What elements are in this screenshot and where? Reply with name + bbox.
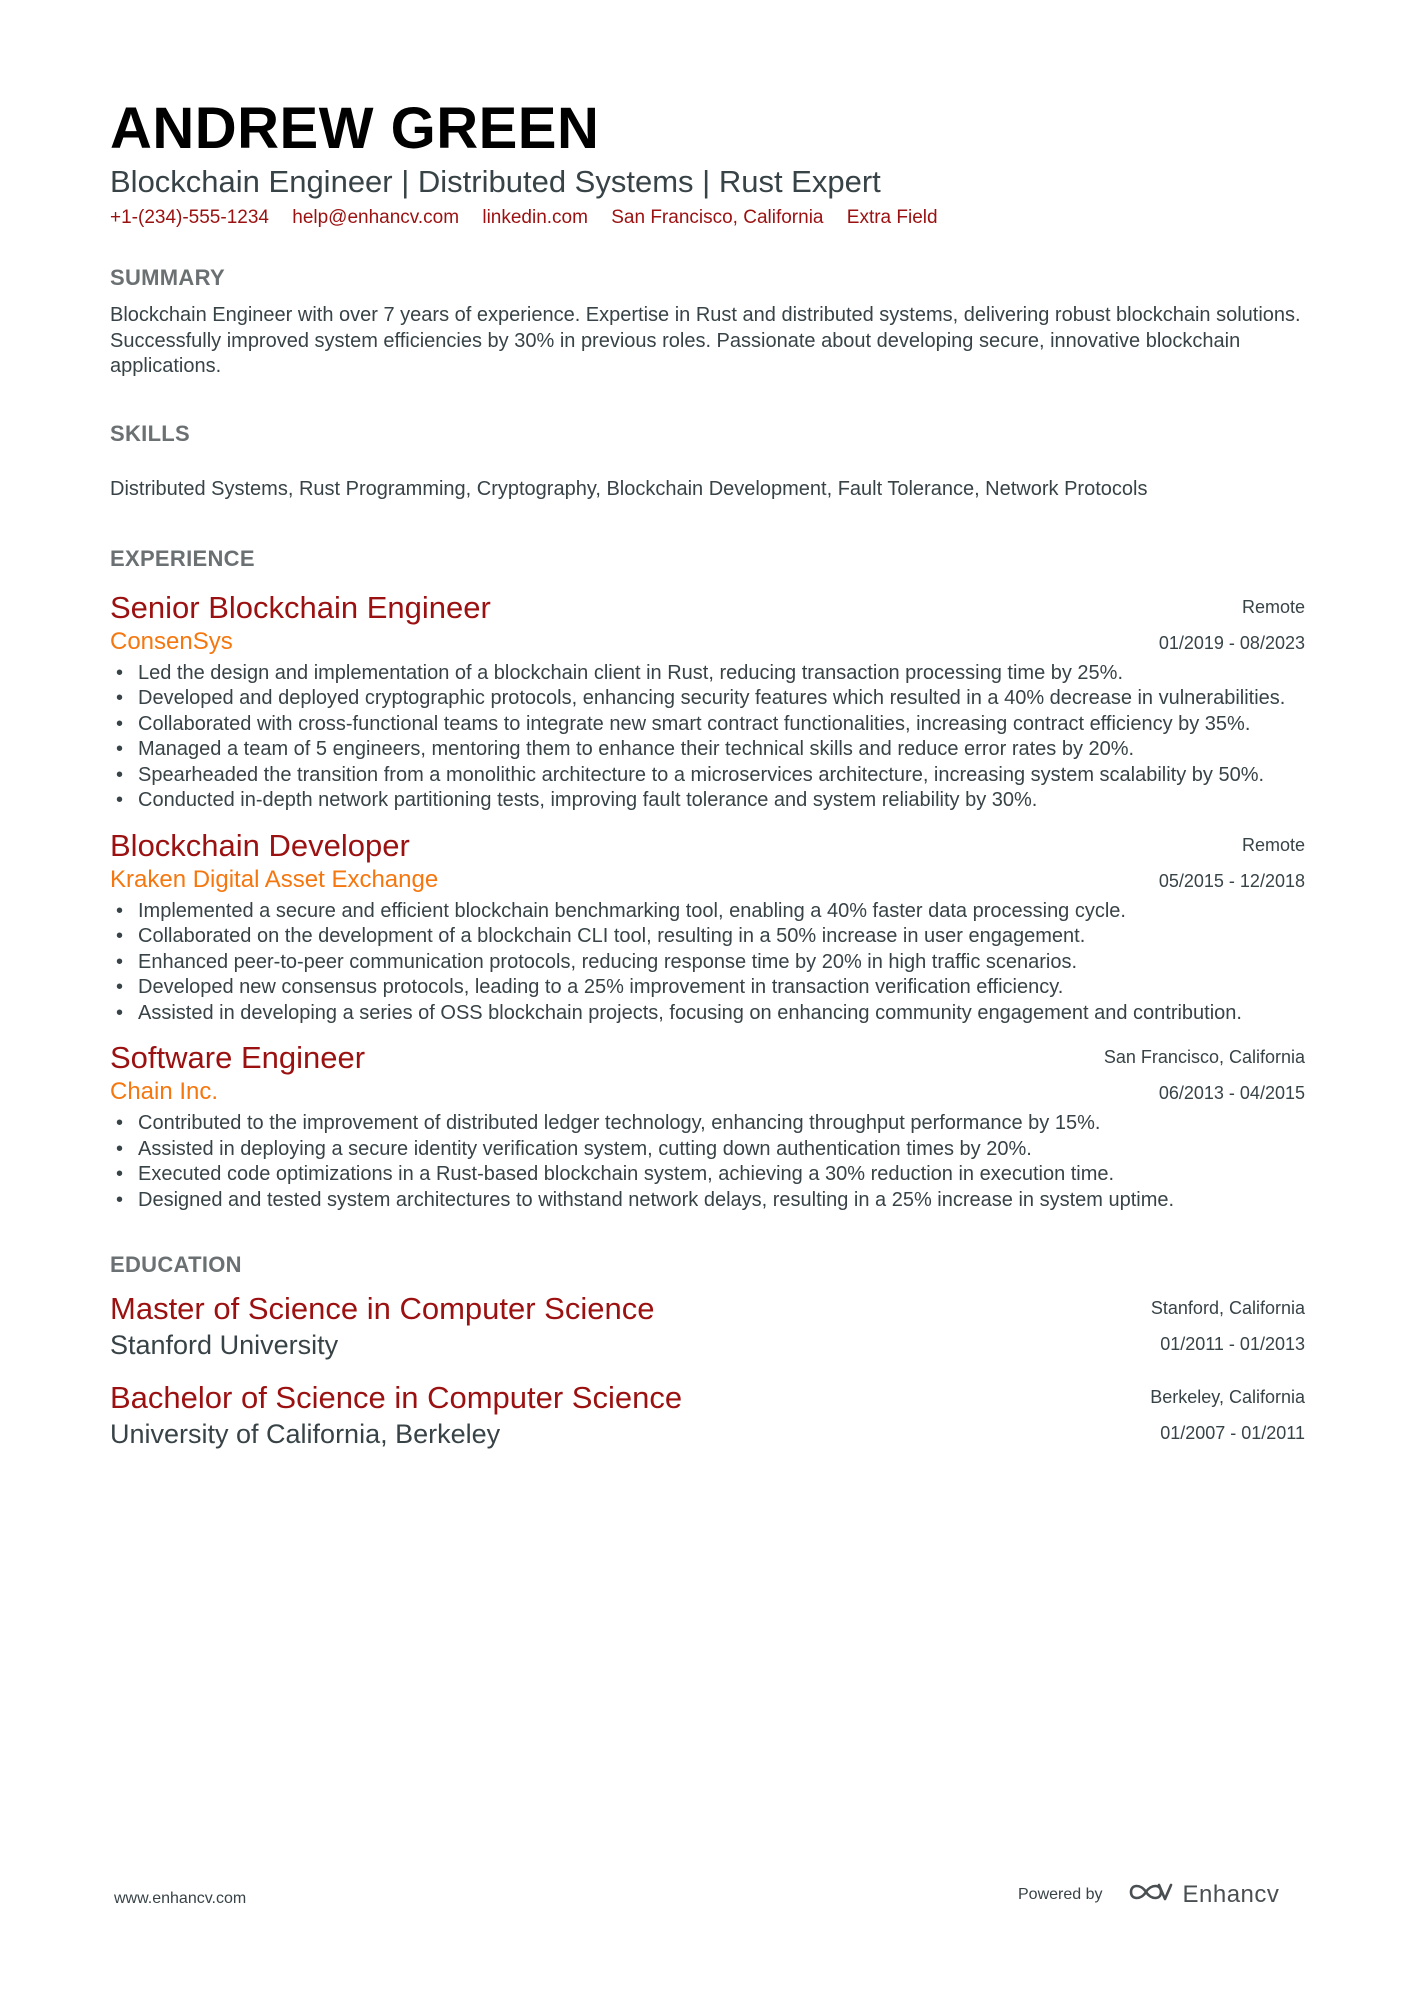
brand-name: Enhancv xyxy=(1182,1880,1280,1908)
school-name: Stanford University xyxy=(110,1330,339,1360)
list-item: • Designed and tested system architectures to withstand network delays, resulting in a 25% increase in system uptime. xyxy=(110,1188,1305,1214)
school-location: Stanford, California xyxy=(1150,1298,1305,1318)
list-item: • Contributed to the improvement of distributed ledger technology, enhancing throughput performance by 15%. xyxy=(110,1111,1305,1137)
job-bullets xyxy=(110,899,1305,1027)
footer-website[interactable]: www.enhancv.com xyxy=(114,1890,247,1907)
degree-title: Master of Science in Computer Science xyxy=(110,1291,655,1326)
job-location: Remote xyxy=(1241,596,1305,617)
contact-extra-field: Extra Field xyxy=(846,207,938,228)
job-location: San Francisco, California xyxy=(1103,1047,1305,1067)
list-item: • Implemented a secure and efficient blockchain benchmarking tool, enabling a 40% faster data processing cycle. xyxy=(110,899,1305,925)
experience-entry-header xyxy=(110,826,1305,894)
school-dates: 01/2007 - 01/2011 xyxy=(1160,1423,1305,1443)
job-title: Blockchain Developer xyxy=(110,827,410,863)
list-item: • Managed a team of 5 engineers, mentoring them to enhance their technical skills and reduce error rates by 20%. xyxy=(110,737,1305,763)
contact-info xyxy=(110,204,1305,232)
job-dates: 05/2015 - 12/2018 xyxy=(1158,870,1305,891)
education-entry-header xyxy=(110,1378,1305,1450)
contact-phone: +1-(234)-555-1234 xyxy=(110,207,269,228)
list-item: • Assisted in developing a series of OSS blockchain projects, focusing on enhancing community engagement and contribution. xyxy=(110,1001,1305,1027)
job-bullets xyxy=(110,661,1305,814)
job-dates: 06/2013 - 04/2015 xyxy=(1158,1083,1305,1103)
footer-branding xyxy=(1018,1880,1279,1909)
job-company: ConsenSys xyxy=(110,627,233,655)
experience-heading: EXPERIENCE xyxy=(110,545,255,571)
resume-header xyxy=(110,96,1305,232)
job-dates: 01/2019 - 08/2023 xyxy=(1158,632,1305,653)
job-company: Kraken Digital Asset Exchange xyxy=(110,865,439,893)
skills-text: Distributed Systems, Rust Programming, Cryptography, Blockchain Development, Fault Tolerance, Network Protocols xyxy=(110,477,1148,500)
candidate-name: ANDREW GREEN xyxy=(110,96,600,161)
experience-entry-header xyxy=(110,588,1305,656)
school-dates: 01/2011 - 01/2013 xyxy=(1160,1334,1305,1354)
experience-entry xyxy=(110,1038,1305,1213)
powered-by-label: Powered by xyxy=(1018,1885,1103,1903)
contact-location: San Francisco, California xyxy=(611,207,824,228)
education-entry xyxy=(110,1289,1305,1361)
experience-entry xyxy=(110,588,1305,814)
summary-text: Blockchain Engineer with over 7 years of experience. Expertise in Rust and distributed systems, delivering robust blockchain solutions. Successfully improved system efficiencies by 30% in previous roles. Passionate about developing secure, innovative blockchain applications. xyxy=(110,304,1301,377)
resume-page xyxy=(110,96,1305,1450)
list-item: • Developed new consensus protocols, leading to a 25% improvement in transaction verification efficiency. xyxy=(110,975,1305,1001)
job-location: Remote xyxy=(1241,834,1305,855)
list-item: • Led the design and implementation of a blockchain client in Rust, reducing transaction processing time by 25%. xyxy=(110,661,1305,687)
education-heading: EDUCATION xyxy=(110,1252,242,1277)
education-entry-header xyxy=(110,1289,1305,1361)
school-name: University of California, Berkeley xyxy=(110,1419,501,1449)
degree-title: Bachelor of Science in Computer Science xyxy=(110,1380,683,1415)
experience-entry-header xyxy=(110,1038,1305,1106)
contact-linkedin[interactable]: linkedin.com xyxy=(482,207,588,228)
list-item: • Collaborated on the development of a blockchain CLI tool, resulting in a 50% increase in user engagement. xyxy=(110,924,1305,950)
education-entry xyxy=(110,1378,1305,1450)
job-title: Software Engineer xyxy=(110,1040,366,1075)
list-item: • Developed and deployed cryptographic protocols, enhancing security features which resulted in a 40% decrease in vulnerabilities. xyxy=(110,686,1305,712)
list-item: • Enhanced peer-to-peer communication protocols, reducing response time by 20% in high traffic scenarios. xyxy=(110,950,1305,976)
job-company: Chain Inc. xyxy=(110,1078,219,1105)
school-location: Berkeley, California xyxy=(1150,1387,1305,1407)
list-item: • Collaborated with cross-functional teams to integrate new smart contract functionalities, increasing contract efficiency by 35%. xyxy=(110,712,1305,738)
experience-entry xyxy=(110,826,1305,1027)
contact-email[interactable]: help@enhancv.com xyxy=(292,207,460,228)
skills-heading: SKILLS xyxy=(110,420,191,446)
candidate-headline: Blockchain Engineer | Distributed Systems | Rust Expert xyxy=(110,164,881,199)
enhancv-logo-icon xyxy=(1129,1880,1173,1909)
job-title: Senior Blockchain Engineer xyxy=(110,589,491,625)
list-item: • Spearheaded the transition from a monolithic architecture to a microservices architecture, increasing system scalability by 50%. xyxy=(110,763,1305,789)
job-bullets xyxy=(110,1111,1305,1213)
list-item: • Assisted in deploying a secure identity verification system, cutting down authentication times by 20%. xyxy=(110,1137,1305,1163)
list-item: • Conducted in-depth network partitioning tests, improving fault tolerance and system reliability by 30%. xyxy=(110,788,1305,814)
summary-heading: SUMMARY xyxy=(110,265,225,290)
list-item: • Executed code optimizations in a Rust-based blockchain system, achieving a 30% reduction in execution time. xyxy=(110,1162,1305,1188)
